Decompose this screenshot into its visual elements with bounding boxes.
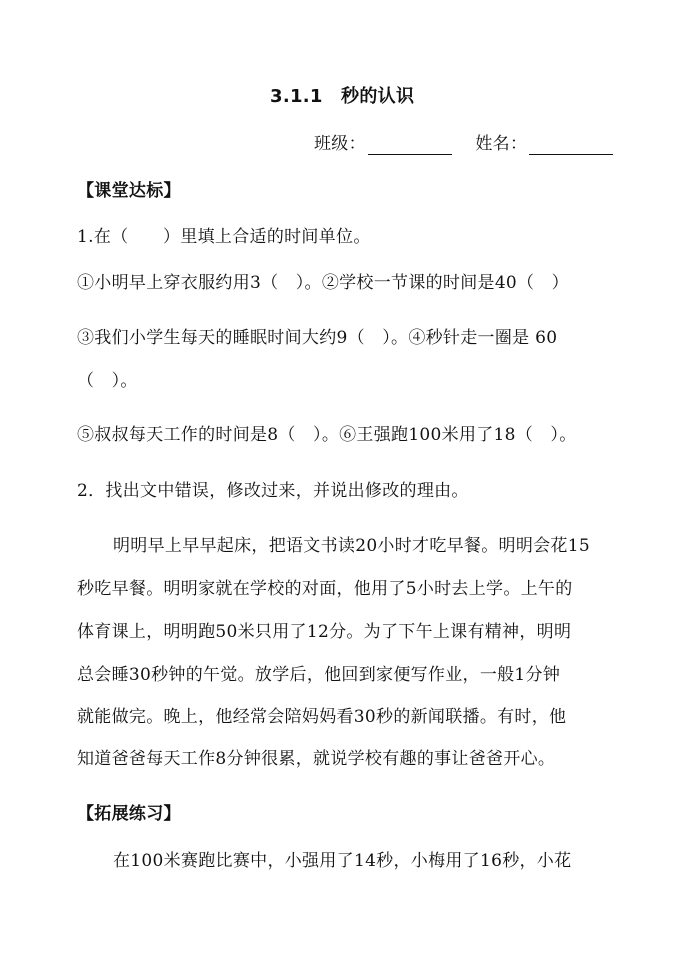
question-1-line-1: ①小明早上穿衣服约用3（ ）。②学校一节课的时间是40（ ） xyxy=(77,273,569,293)
class-name-header xyxy=(314,133,613,155)
question-1-line-4: ⑤叔叔每天工作的时间是8（ ）。⑥王强跑100米用了18（ ）。 xyxy=(77,425,577,445)
question-1-line-3: （ ）。 xyxy=(77,371,138,391)
paragraph-line: 明明早上早早起床，把语文书读20小时才吃早餐。明明会花15 xyxy=(113,536,590,556)
section-heading-extension: 【拓展练习】 xyxy=(77,804,181,824)
paragraph-line: 总会睡30秒钟的午觉。放学后，他回到家便写作业，一般1分钟 xyxy=(77,665,561,685)
question-2-prompt: 2．找出文中错误，修改过来，并说出修改的理由。 xyxy=(77,481,469,501)
section-heading-classroom: 【课堂达标】 xyxy=(77,181,181,201)
class-label: 班级： xyxy=(314,134,366,154)
question-1-line-2: ③我们小学生每天的睡眠时间大约9（ ）。④秒针走一圈是 60 xyxy=(77,328,558,348)
question-1-prompt: 1.在（ ）里填上合适的时间单位。 xyxy=(77,227,371,247)
paragraph-line: 就能做完。晚上，他经常会陪妈妈看30秒的新闻联播。有时，他 xyxy=(77,707,567,727)
name-blank[interactable] xyxy=(529,138,613,155)
page-title: 3.1.1 秒的认识 xyxy=(270,86,415,107)
name-label: 姓名： xyxy=(475,134,528,154)
class-blank[interactable] xyxy=(368,138,452,155)
paragraph-line: 秒吃早餐。明明家就在学校的对面，他用了5小时去上学。上午的 xyxy=(77,579,573,599)
paragraph-line: 知道爸爸每天工作8分钟很累，就说学校有趣的事让爸爸开心。 xyxy=(77,749,556,769)
extension-line-1: 在100米赛跑比赛中，小强用了14秒，小梅用了16秒，小花 xyxy=(113,851,572,871)
paragraph-line: 体育课上，明明跑50米只用了12分。为了下午上课有精神，明明 xyxy=(77,622,572,642)
